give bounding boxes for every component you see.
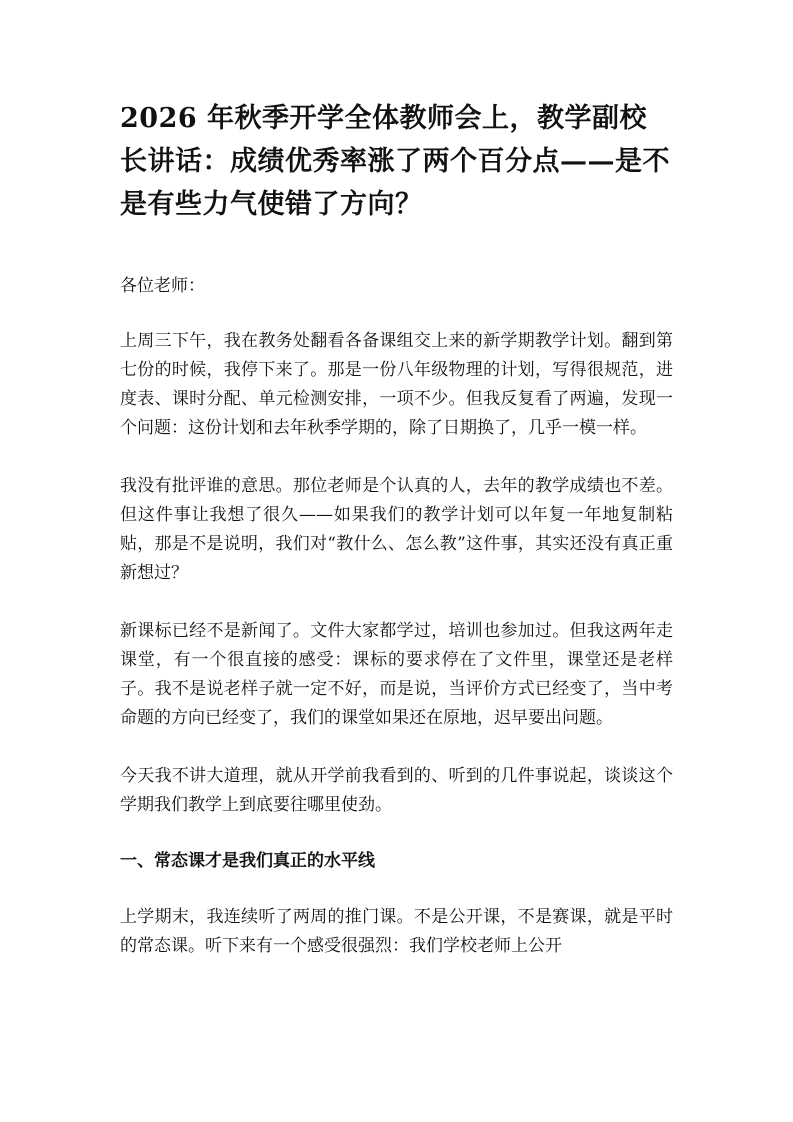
section-1-paragraph: 上学期末，我连续听了两周的推门课。不是公开课，不是赛课，就是平时的常态课。听下来有一个感受很强烈：我们学校老师上公开 [120, 907, 673, 956]
salutation: 各位老师： [120, 276, 205, 296]
document-title: 2026 年秋季开学全体教师会上，教学副校长讲话：成绩优秀率涨了两个百分点——是不是有些力气使错了方向？ [120, 103, 670, 220]
section-heading-1: 一、常态课才是我们真正的水平线 [120, 851, 375, 871]
paragraph-1: 上周三下午，我在教务处翻看各备课组交上来的新学期教学计划。翻到第七份的时候，我停下来了。那是一份八年级物理的计划，写得很规范，进度表、课时分配、单元检测安排，一项不少。但我反复看了两遍，发现一个问题：这份计划和去年秋季学期的，除了日期换了，几乎一模一样。 [120, 331, 673, 438]
paragraph-2: 我没有批评谁的意思。那位老师是个认真的人，去年的教学成绩也不差。但这件事让我想了很久——如果我们的教学计划可以年复一年地复制粘贴，那是不是说明，我们对“教什么、怎么教”这件事，其实还没有真正重新想过？ [120, 476, 673, 583]
paragraph-4: 今天我不讲大道理，就从开学前我看到的、听到的几件事说起，谈谈这个学期我们教学上到底要往哪里使劲。 [120, 766, 673, 815]
paragraph-3: 新课标已经不是新闻了。文件大家都学过，培训也参加过。但我这两年走课堂，有一个很直接的感受：课标的要求停在了文件里，课堂还是老样子。我不是说老样子就一定不好，而是说，当评价方式已经变了，当中考命题的方向已经变了，我们的课堂如果还在原地，迟早要出问题。 [120, 621, 673, 728]
document-page [120, 97, 673, 961]
